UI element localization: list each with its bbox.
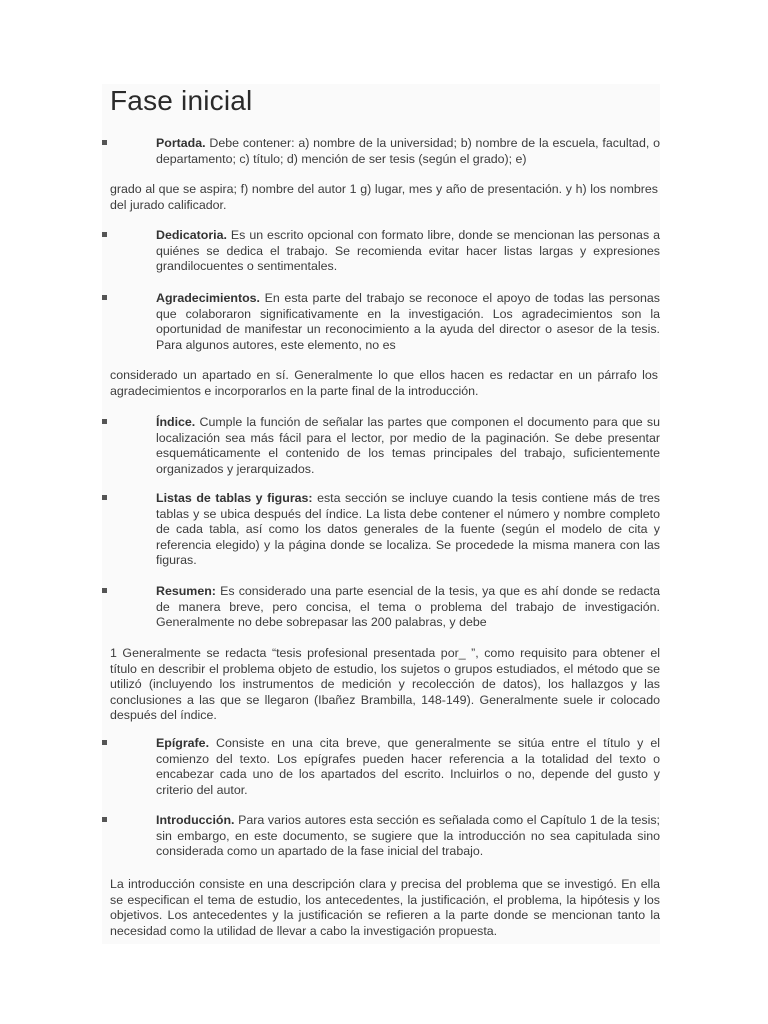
bullet-marker [102, 495, 107, 500]
bullet-marker [102, 232, 107, 237]
list-item-portada [124, 136, 660, 167]
item-label: Agradecimientos. [156, 291, 260, 305]
list-item-agradecimientos [124, 291, 660, 353]
item-text: Es considerado una parte esencial de la tesis, ya que es ahí donde se redacta de manera breve, pero concisa, el tema o problema del trabajo de investigación. Generalmente no debe sobrepasar las 200 palabras, y debe [156, 584, 660, 629]
bullet-marker [102, 419, 107, 424]
item-text: Debe contener: a) nombre de la universidad; b) nombre de la escuela, facultad, o departamento; c) título; d) mención de ser tesis (según el grado); e) [156, 136, 660, 166]
item-text: Consiste en una cita breve, que generalmente se sitúa entre el título y el comienzo del texto. Los epígrafes pueden hacer referencia a la totalidad del texto o encabezar cada uno de los apartados del escrito. Incluirlos o no, depende del gusto y criterio del autor. [156, 736, 660, 797]
item-text: En esta parte del trabajo se reconoce el apoyo de todas las personas que colaboraron significativamente en la investigación. Los agradecimientos son la oportunidad de manifestar un reconocimiento a la ayuda del director o asesor de la tesis. Para algunos autores, este elemento, no es [156, 291, 660, 352]
item-text: Cumple la función de señalar las partes que componen el documento para que su localización sea más fácil para el lector, por medio de la paginación. Se debe presentar esquemáticamente el contenido de los temas principales del trabajo, suficientemente organizados y jerarquizados. [156, 415, 660, 476]
item-label: Dedicatoria. [156, 228, 227, 242]
bullet-marker [102, 295, 107, 300]
item-text: esta sección se incluye cuando la tesis contiene más de tres tablas y se ubica después del índice. La lista debe contener el número y nombre completo de cada tabla, así como los datos generales de la fuente (según el modelo de cita y referencia elegido) y la página donde se localiza. Se procedede la misma manera con las figuras. [156, 491, 661, 567]
item-text: Para varios autores esta sección es señalada como el Capítulo 1 de la tesis; sin embargo, en este documento, se sugiere que la introducción no sea capitulada sino considerada como un apartado de la fase inicial del trabajo. [156, 813, 660, 858]
item-label: Introducción. [156, 813, 235, 827]
bullet-marker [102, 817, 107, 822]
item-label: Epígrafe. [156, 736, 210, 750]
continuation-introduccion: La introducción consiste en una descripción clara y precisa del problema que se investigó. En ella se especifican el tema de estudio, los antecedentes, la justificación, el problema, la hipótesis y los objetivos. Los antecedentes y la justificación se refieren a la parte donde se mencionan tanto la necesidad como la utilidad de llevar a cabo la investigación propuesta. [110, 877, 660, 938]
list-item-dedicatoria [124, 228, 660, 275]
page-title: Fase inicial [110, 85, 253, 116]
footnote: 1 Generalmente se redacta “tesis profesional presentada por_ ”, como requisito para obtener el título en describir el problema objeto de estudio, los sujetos o grupos estudiados, el método que se utilizó (incluyendo los instrumentos de medición y recolección de datos), los hallazgos y las conclusiones a las que se llegaron (Ibañez Brambilla, 148-149). Generalmente suele ir colocado después del índice. [110, 646, 660, 722]
bullet-marker [102, 588, 107, 593]
continuation-portada: grado al que se aspira; f) nombre del autor 1 g) lugar, mes y año de presentación. y h) los nombres del jurado calificador. [110, 182, 658, 212]
item-label: Portada. [156, 136, 206, 150]
list-item-epigrafe [124, 736, 660, 798]
list-item-introduccion [124, 813, 660, 860]
item-label: Resumen: [156, 584, 216, 598]
list-item-resumen [124, 584, 660, 631]
item-text: Es un escrito opcional con formato libre, donde se mencionan las personas a quiénes se dedica el trabajo. Se recomienda evitar hacer listas largas y expresiones grandilocuentes o sentimentales. [156, 228, 660, 273]
item-label: Listas de tablas y figuras: [156, 491, 313, 505]
bullet-marker [102, 740, 107, 745]
list-item-listas [124, 491, 660, 569]
bullet-marker [102, 140, 107, 145]
item-label: Índice. [156, 415, 196, 429]
continuation-agradecimientos: considerado un apartado en sí. Generalmente lo que ellos hacen es redactar en un párrafo los agradecimientos e incorporarlos en la parte final de la introducción. [110, 368, 658, 398]
list-item-indice [124, 415, 660, 477]
